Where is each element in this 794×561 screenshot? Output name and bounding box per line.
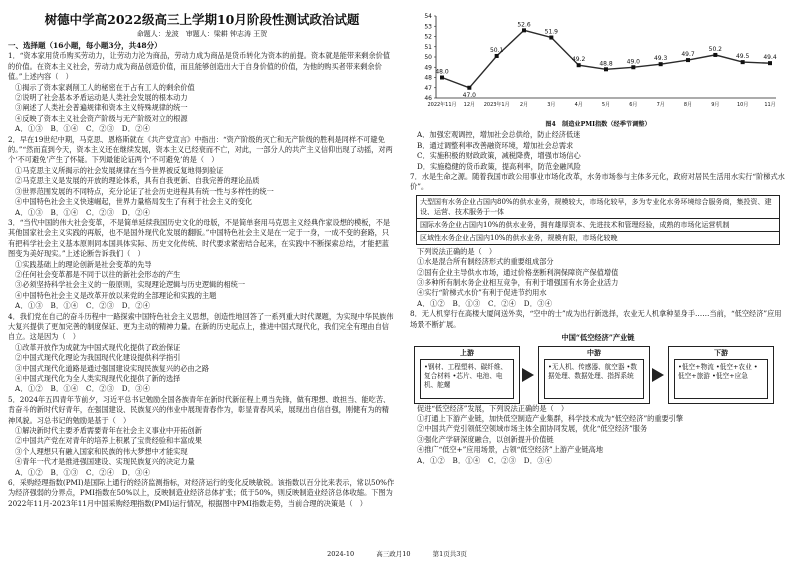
chain-stage-downstream <box>668 346 774 404</box>
chain-stage-name: 下游 <box>714 347 728 357</box>
footer-date: 2024-10 <box>327 550 355 558</box>
question-5-answers: A．①② B．①③ C．②④ D．③④ <box>15 467 151 477</box>
pmi-data-label: 48.0 <box>435 68 449 76</box>
question-3-item: ④中国特色社会主义是改革开放以来党的全部理论和实践的主题 <box>15 290 217 300</box>
question-6-stem: 6．采购经理指数(PMI)是国际上通行的经济监测指标，对经济运行的变化反映敏锐。该指数以百分比来表示，常以50%作为经济强弱的分界点，PMI指数在50%以上，反映制造业经济总体扩张；低于50%，则反映制造业经济总体收缩。下图为2022年11月-2023年11月中国采购经理指数(PMI)运行情况，根据图中PMI指数走势，当前合理的决策是（ ） <box>8 478 395 508</box>
x-tick-label: 7月 <box>656 102 665 108</box>
exam-title: 树德中学高2022级高三上学期10月阶段性测试政治试题 <box>44 12 360 27</box>
table-row <box>417 218 780 231</box>
question-2 <box>8 135 396 218</box>
question-7-stem: 7．水是生命之源。随着我国市政公用事业市场化改革，水务市场参与主体多元化，政府对居民生活用水实行“阶梯式水价”。 <box>410 172 785 192</box>
pmi-data-label: 49.3 <box>653 55 668 63</box>
table-row <box>417 195 780 218</box>
pmi-data-label: 48.8 <box>599 60 613 68</box>
pmi-data-label: 49.4 <box>763 54 777 62</box>
pmi-data-point <box>686 58 690 62</box>
page-footer <box>0 549 794 558</box>
x-tick-label: 10月 <box>736 102 749 108</box>
x-tick-label: 8月 <box>683 102 693 108</box>
pmi-chart-caption: 图4 制造业PMI指数（经季节调整） <box>545 121 651 128</box>
pmi-data-label: 49.2 <box>571 56 586 64</box>
chain-stage-upstream <box>414 346 520 404</box>
y-tick-label: 47 <box>424 84 432 92</box>
question-6-option: D．实施稳健的货币政策，提高利率，防范金融风险 <box>417 161 581 171</box>
question-7-prompt: 下列说法正确的是（ ） <box>417 246 497 256</box>
question-5-item: ④青年一代才是推进强国建设、实现民族复兴的决定力量 <box>15 457 195 467</box>
table-cell: 大型国有水务企业占国内80%的供水业务，规模较大，市场化较早，多为专业化水务环境综合服务商，集投资、建设、运营、技术服务于一体 <box>417 195 780 218</box>
pmi-data-point <box>467 86 471 90</box>
chain-stage-name: 上游 <box>460 347 474 357</box>
pmi-data-point <box>659 62 663 66</box>
question-8-prompt: 促进“低空经济”发展，下列说法正确的是（ ） <box>417 403 569 413</box>
chain-stage-midstream <box>538 346 650 404</box>
y-tick-label: 46 <box>424 95 432 102</box>
pmi-chart-svg <box>410 10 786 120</box>
footer-subject: 高三政月10 <box>376 550 411 558</box>
question-3-item: ①实践基础上的理论创新是社会变革的先导 <box>15 259 152 269</box>
x-tick-label: 3月 <box>547 102 556 108</box>
question-5-item: ②中国共产党在对青年的培养上积累了宝贵经验和丰富成果 <box>15 436 202 446</box>
pmi-data-label: 47.0 <box>462 91 477 99</box>
y-tick-label: 49 <box>424 64 432 72</box>
x-tick-label: 9月 <box>711 102 720 108</box>
question-2-item: ①马克思主义所揭示的社会发展规律在当今世界被反复地得到验证 <box>15 165 224 175</box>
pmi-data-point <box>495 54 499 58</box>
x-tick-label: 2022年11月 <box>427 102 457 108</box>
y-tick-label: 53 <box>424 23 432 31</box>
y-tick-label: 52 <box>424 33 432 41</box>
question-4-answers: A．①② B．①④ C．②③ D．③④ <box>15 384 151 394</box>
question-1-stem: 1．“资本家用货币购买劳动力，让劳动力沦为商品，劳动力成为商品是货币转化为资本的前提。资本就是能带来剩余价值的价值。在资本主义社会，劳动力成为商品创造价值，而且能够创造出大于自身价值的价值，为他的购买者带来剩余价值。”上述内容（ ） <box>8 51 391 82</box>
pmi-data-point <box>604 67 608 71</box>
question-1-item: ②说明了社会基本矛盾运动是人类社会发展的根本动力 <box>15 93 188 103</box>
pmi-data-point <box>577 63 581 67</box>
question-1-answers: A．①③ B．①④ C．②③ D．②④ <box>15 124 151 134</box>
question-8-answers: A．①② B．①④ C．②③ D．③④ <box>417 455 553 465</box>
question-2-item: ④中国特色社会主义快速崛起，世界力量格局发生了有利于社会主义的变化 <box>15 197 253 207</box>
arrow-right-icon <box>522 368 534 382</box>
x-tick-label: 2月 <box>519 102 529 108</box>
x-tick-label: 2023年1月 <box>483 102 510 108</box>
question-7-item: ③多种所有制水务企业相互竞争，有利于增强国有水务企业活力 <box>417 278 619 288</box>
table-cell: 区域性水务企业占国内10%的供水业务，规模有限，市场化较晚 <box>417 231 780 244</box>
question-4-item: ④中国式现代化为全人类实现现代化提供了新的选择 <box>15 374 181 383</box>
question-7-answers: A．①② B．①③ C．②④ D．③④ <box>417 298 553 308</box>
question-6-option: B．通过调整利率改善融资环境，增加社会总需求 <box>417 140 574 150</box>
question-3-stem: 3．“当代中国的伟大社会变革，不是简单延续我国历史文化的母版，不是简单套用马克思主义经典作家设想的模板，不是其他国家社会主义实践的再版，也不是国外现代化发展的翻版。”中国特色社会主义是在一定于一身，一成不变的套路，只有把科学社会主义基本原则同本国具体实际、历史文化传统、时代要求紧密结合起来，在实践中不断探索总结，才能把蓝图变为美好现实。”上述论断告诉我们（ ） <box>8 217 391 259</box>
question-5 <box>8 395 396 478</box>
question-8-item: ③强化产学研深度融合，以创新提升价值链 <box>417 434 554 444</box>
pmi-data-label: 52.6 <box>517 21 531 29</box>
question-5-item: ①解决新时代主要矛盾需要青年在社会主义事业中开拓创新 <box>15 426 202 436</box>
industry-chain-title: 中国“低空经济”产业链 <box>561 333 635 343</box>
chain-stage-name: 中游 <box>587 347 601 357</box>
question-7 <box>410 172 786 309</box>
question-4-item: ③中国式现代化道路是通过强国建设实现民族复兴的必由之路 <box>15 363 210 373</box>
question-7-item: ④实行“阶梯式水价”有利于促进节约用水 <box>417 288 547 298</box>
arrow-right-icon <box>652 368 664 382</box>
x-tick-label: 6月 <box>629 102 638 108</box>
pmi-series-line <box>442 30 770 88</box>
question-5-stem: 5．2024年五四青年节前夕，习近平总书记勉励全国各族青年在新时代新征程上勇当先锋，做有理想、敢担当、能吃苦、肯奋斗的新时代好青年，在强国建设、民族复兴的伟业中展现青春作为，彰显青春风采，展现出自信自强，刚健有为的精神风貌。习总书记的勉励是基于（ ） <box>8 394 391 425</box>
pmi-chart <box>410 10 786 120</box>
pmi-data-point <box>522 28 526 32</box>
pmi-data-point <box>768 61 772 65</box>
left-column <box>8 8 396 543</box>
question-8-stem: 8．无人机穿行在高楼大厦间送外卖，“空中的士”成为出行新选择，农业无人机拿种显身手……当前，“低空经济”应用场景不断扩展。 <box>410 309 782 329</box>
pmi-data-label: 49.0 <box>626 58 641 66</box>
industry-chain-diagram <box>414 346 786 404</box>
x-tick-label: 12月 <box>463 102 476 108</box>
question-8 <box>410 309 786 466</box>
pmi-data-label: 50.1 <box>489 46 504 54</box>
question-4-item: ②中国式现代化理论为我国现代化建设提供科学指引 <box>15 353 181 363</box>
question-7-item: ②国有企业主导供水市场，通过价格垄断利润保障资产保值增值 <box>417 267 619 277</box>
question-4-stem: 4．我们党在自己的奋斗历程中一路探索中国特色社会主义思想，创造性地回答了一系列重大时代课题，为实现中华民族伟大复兴提供了更加完善的制度保证、更为主动的精神力量。在新的历史起点上，推进中国式现代化，我们完全有理由自信自立。这是因为（ ） <box>8 311 394 342</box>
section-heading: 一、选择题（16小题，每小题3分，共48分） <box>8 41 162 50</box>
x-tick-label: 4月 <box>574 102 583 108</box>
pmi-data-label: 51.9 <box>544 28 559 36</box>
pmi-data-label: 49.5 <box>735 53 750 61</box>
chain-stage-content: •低空+物流 •低空+农业 •低空+旅游 •低空+应急 <box>674 359 768 399</box>
pmi-data-label: 50.2 <box>708 45 723 53</box>
x-tick-label: 5月 <box>601 102 611 108</box>
pmi-data-label: 49.7 <box>681 51 695 59</box>
chain-stage-content: •无人机、传感器、航空器 •数据处理、数据处理、指挥系统 <box>544 359 644 399</box>
question-3-item: ②任何社会变革都是不同于以往的新社会形态的产生 <box>15 269 181 279</box>
table-row <box>417 231 780 244</box>
question-2-stem: 2．早在19世纪中期，马克思、恩格斯就在《共产党宣言》中指出：“资产阶级的灭亡和无产阶级的胜利是同样不可避免的。”“然而直到今天，资本主义还在继续发展，资本主义已经衰而不亡，对此，一部分人的共产主义信仰出现了动摇，对两个‘不可避免’产生了怀疑。下列最能论证两个‘不可避免’的是（ ） <box>8 134 393 165</box>
question-8-item: ④推广“低空+”应用场景，占领“低空经济”上游产业链高地 <box>417 445 604 455</box>
question-3 <box>8 218 396 312</box>
question-2-item: ②马克思主义是发展的开放的理论体系，具有自我更新、自我完善的理论品质 <box>15 176 260 186</box>
footer-page: 第1页共3页 <box>432 550 467 558</box>
pmi-data-point <box>631 65 635 69</box>
y-tick-label: 48 <box>424 74 432 82</box>
question-6-option: C．实施积极的财政政策，减税降费，增强市场信心 <box>417 151 581 161</box>
pmi-data-point <box>440 76 444 80</box>
question-4 <box>8 312 396 395</box>
x-tick-label: 11月 <box>764 102 776 108</box>
pmi-data-point <box>713 53 717 57</box>
question-5-item: ③个人理想只有融入国家和民族的伟大梦想中才能实现 <box>15 446 188 456</box>
chain-stage-content: •钢材、工程塑料、碳纤维、复合材料 •芯片、电池、电机、舵螺 <box>420 359 514 399</box>
question-6-options <box>410 130 786 172</box>
question-2-item: ③世界范围发展的不同特点，充分论证了社会历史进程具有统一性与多样性的统一 <box>15 186 274 196</box>
pmi-data-point <box>549 36 553 40</box>
question-4-item: ①改革开放作为成就为中国式现代化提供了政治保证 <box>15 342 181 352</box>
y-tick-label: 51 <box>424 43 432 51</box>
table-cell: 国际水务企业占国内10%的供水业务，拥有雄厚资本、先进技术和管理经验，成熟的市场化运营机制 <box>417 218 780 231</box>
question-3-answers: A．①③ B．①④ C．②③ D．②④ <box>15 301 151 311</box>
question-3-item: ③必须坚持科学社会主义的一般原则，实现理论逻辑与历史逻辑的相统一 <box>15 280 246 290</box>
question-1 <box>8 51 396 134</box>
question-1-item: ①揭示了资本家剥削工人的秘密在于占有工人的剩余价值 <box>15 82 195 92</box>
y-tick-label: 54 <box>424 13 432 20</box>
question-6-option: A．加强宏观调控，增加社会总供给，防止经济低迷 <box>417 130 581 140</box>
question-8-item: ②中国共产党引领低空领域市场主体全面协同发展，优化“低空经济”服务 <box>417 424 648 434</box>
y-tick-label: 50 <box>424 54 432 61</box>
right-column <box>410 8 786 543</box>
question-7-item: ①水是混合所有制经济形式的重要组成部分 <box>417 257 554 267</box>
question-2-answers: A．①③ B．①④ C．②③ D．②④ <box>15 207 151 217</box>
question-1-item: ③阐述了人类社会普遍规律和资本主义特殊规律的统一 <box>15 103 188 113</box>
question-8-item: ①打通上下游产业链，加快低空制造产业集群，科学技术成为“低空经济”的重要引擎 <box>417 413 684 423</box>
pmi-data-point <box>741 60 745 64</box>
water-market-table <box>416 195 780 245</box>
exam-authors: 命题人：龙波 审题人：梁耕 钟志涛 王贺 <box>136 30 268 38</box>
question-1-item: ④反映了资本主义社会资产阶级与无产阶级对立的根源 <box>15 113 188 123</box>
